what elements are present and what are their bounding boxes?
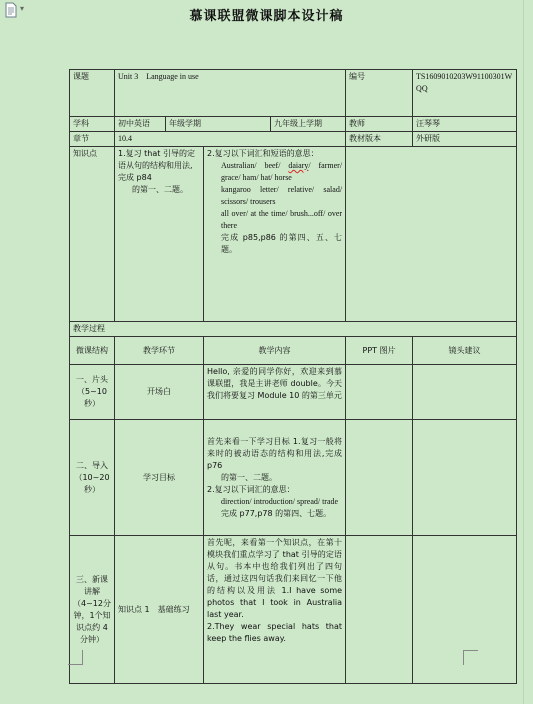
process-label-row — [70, 322, 517, 337]
knowledge-label: 知识点 — [70, 147, 115, 322]
knowledge-point-2: 2.复习以下词汇和短语的意思： Australian/ beef/ daiary/ farmer/ grace/ ham/ hat/ horse kangaroo letter/ relative/ salad/ scissors/ trousers all over/ at the time/ brush...off/ over there 完成 p85,p86 的第四、五、七题。 — [204, 147, 346, 322]
knowledge-point-1: 1.复习 that 引导的定语从句的结构和用法,完成 p84 的第一、二题。 — [115, 147, 204, 322]
process-row-intro — [70, 365, 517, 420]
row-ppt — [346, 365, 413, 420]
script-table — [69, 69, 517, 684]
row-camera — [413, 365, 517, 420]
process-row-new-lesson — [70, 536, 517, 684]
row-structure: 一、片头（5~10秒） — [70, 365, 115, 420]
header-camera: 镜头建议 — [413, 337, 517, 365]
process-header-row — [70, 337, 517, 365]
term-value: 九年级上学期 — [271, 117, 346, 132]
knowledge-blank — [346, 147, 517, 322]
topic-value: Unit 3 Language in use — [115, 70, 346, 117]
row-step: 知识点 1 基础练习 — [115, 536, 204, 684]
row-structure: 三、新课讲解（4~12分钟，1个知识点约 4 分钟） — [70, 536, 115, 684]
row-step: 开场白 — [115, 365, 204, 420]
topic-row — [70, 70, 517, 117]
page-edge — [523, 0, 533, 704]
process-label: 教学过程 — [70, 322, 517, 337]
row-step: 学习目标 — [115, 420, 204, 536]
term-label: 年级学期 — [166, 117, 271, 132]
edition-value: 外研版 — [413, 132, 517, 147]
row-ppt — [346, 420, 413, 536]
row-content: 首先呢，来看第一个知识点，在第十模块我们重点学习了 that 引导的定语从句。书本中也给我们列出了四句话，通过这四句话我们来回忆一下他的结构以及用法 1.I have some photos that I took in Australia last year. 2.They wear special hats that keep the flies away. — [204, 536, 346, 684]
code-label: 编号 — [346, 70, 413, 117]
row-content: 首先来看一下学习目标 1.复习一般将来时的被动语态的结构和用法,完成 p76 的第一、二题。 2.复习以下词汇的意思： direction/ introduction/ spread/ trade 完成 p77,p78 的第四、七题。 — [204, 420, 346, 536]
subject-row — [70, 117, 517, 132]
chapter-label: 章节 — [70, 132, 115, 147]
row-structure: 二、导入（10~20秒） — [70, 420, 115, 536]
document-title: 慕课联盟微课脚本设计稿 — [189, 9, 344, 24]
header-step: 教学环节 — [115, 337, 204, 365]
chapter-row — [70, 132, 517, 147]
chapter-value: 10.4 — [115, 132, 346, 147]
edition-label: 教材版本 — [346, 132, 413, 147]
topic-label: 课题 — [70, 70, 115, 117]
subject-label: 学科 — [70, 117, 115, 132]
knowledge-row — [70, 147, 517, 322]
crop-mark-left — [68, 650, 83, 665]
header-content: 教学内容 — [204, 337, 346, 365]
row-content: Hello, 亲爱的同学你好，欢迎来到慕课联盟，我是主讲老师 double。今天我们将要复习 Module 10 的第三单元 — [204, 365, 346, 420]
subject-value: 初中英语 — [115, 117, 166, 132]
crop-mark-right — [463, 650, 478, 665]
dropdown-caret-icon[interactable]: ▾ — [20, 4, 25, 13]
process-row-lead-in — [70, 420, 517, 536]
header-ppt: PPT 图片 — [346, 337, 413, 365]
header-structure: 微课结构 — [70, 337, 115, 365]
code-value: TS1609010203W91100301W QQ — [413, 70, 517, 117]
row-ppt — [346, 536, 413, 684]
teacher-label: 教师 — [346, 117, 413, 132]
row-camera — [413, 420, 517, 536]
teacher-value: 汪琴琴 — [413, 117, 517, 132]
